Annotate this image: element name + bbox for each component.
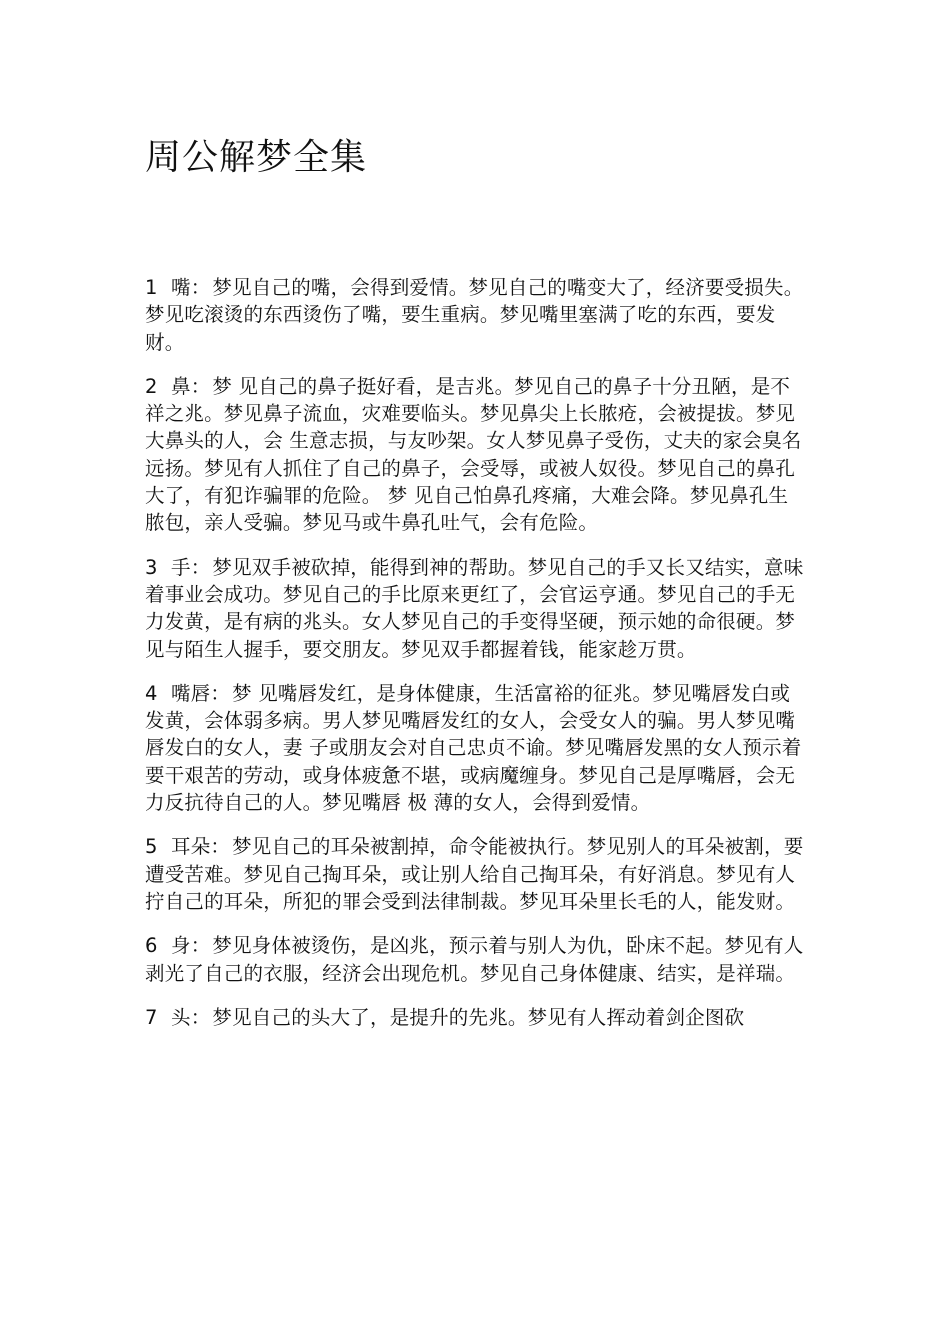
entry-text: 梦见自己的头大了，是提升的先兆。梦见有人挥动着剑企图砍 — [212, 1005, 745, 1029]
entry-number: 4 — [145, 681, 158, 705]
dream-entry-head — [145, 1004, 805, 1031]
entry-number: 1 — [145, 276, 158, 299]
dream-entry-hand — [145, 554, 805, 663]
document-body — [145, 274, 805, 1048]
entry-text: 梦见自己的嘴，会得到爱情。梦见自己的嘴变大了，经济要受损失。梦见吃滚烫的东西烫伤了嘴，要生重病。梦见嘴里塞满了吃的东西，要发财。 — [145, 276, 804, 354]
entry-heading: 手： — [171, 555, 211, 579]
entry-text: 梦 见自己的鼻子挺好看，是吉兆。梦见自己的鼻子十分丑陋，是不祥之兆。梦见鼻子流血，灾难要临头。梦见鼻尖上长脓疮，会被提拔。梦见大鼻头的人，会 生意志损，与友吵架。女人梦见鼻子受伤，丈夫的家会臭名远扬。梦见有人抓住了自己的鼻子，会受辱，或被人奴役。梦见自己的鼻孔大了，有犯诈骗罪的危险。 梦 见自己怕鼻孔疼痛，大难会降。梦见鼻孔生脓包，亲人受骗。梦见马或牛鼻孔吐气，会有危险。 — [145, 374, 802, 535]
entry-heading: 头： — [171, 1005, 211, 1029]
dream-entry-lips — [145, 680, 805, 816]
dream-entry-nose — [145, 373, 805, 537]
entry-text: 梦见自己的耳朵被割掉，命令能被执行。梦见别人的耳朵被割，要遭受苦难。梦见自己掏耳朵，或让别人给自己掏耳朵，有好消息。梦见有人拧自己的耳朵，所犯的罪会受到法律制裁。梦见耳朵里长毛的人，能发财。 — [145, 835, 804, 913]
entry-number: 3 — [145, 555, 158, 579]
entry-heading: 耳朵： — [171, 835, 231, 859]
entry-number: 2 — [145, 374, 158, 398]
entry-heading: 嘴： — [171, 276, 211, 299]
entry-number: 6 — [145, 934, 158, 958]
entry-text: 梦见双手被砍掉，能得到神的帮助。梦见自己的手又长又结实，意味着事业会成功。梦见自己的手比原来更红了，会官运亨通。梦见自己的手无力发黄，是有病的兆头。女人梦见自己的手变得坚硬，预示她的命很硬。梦见与陌生人握手，要交朋友。梦见双手都握着钱，能家趁万贯。 — [145, 555, 804, 661]
document-title: 周公解梦全集 — [145, 137, 368, 178]
entry-text: 梦见身体被烫伤，是凶兆，预示着与别人为仇，卧床不起。梦见有人剥光了自己的衣服，经济会出现危机。梦见自己身体健康、结实，是祥瑞。 — [145, 934, 804, 985]
dream-entry-mouth — [145, 274, 805, 356]
entry-number: 7 — [145, 1005, 158, 1029]
entry-heading: 身： — [171, 934, 211, 958]
dream-entry-ear — [145, 833, 805, 915]
dream-entry-body — [145, 932, 805, 987]
entry-heading: 鼻： — [171, 374, 211, 398]
entry-text: 梦 见嘴唇发红，是身体健康，生活富裕的征兆。梦见嘴唇发白或发黄，会体弱多病。男人梦见嘴唇发红的女人，会受女人的骗。男人梦见嘴唇发白的女人，妻 子或朋友会对自己忠贞不谕。梦见嘴唇发黑的女人预示着要干艰苦的劳动，或身体疲惫不堪，或病魔缠身。梦见自己是厚嘴唇，会无力反抗待自己的人。梦见嘴唇 极 薄的女人，会得到爱情。 — [145, 681, 802, 815]
entry-number: 5 — [145, 835, 158, 859]
entry-heading: 嘴唇： — [171, 681, 231, 705]
